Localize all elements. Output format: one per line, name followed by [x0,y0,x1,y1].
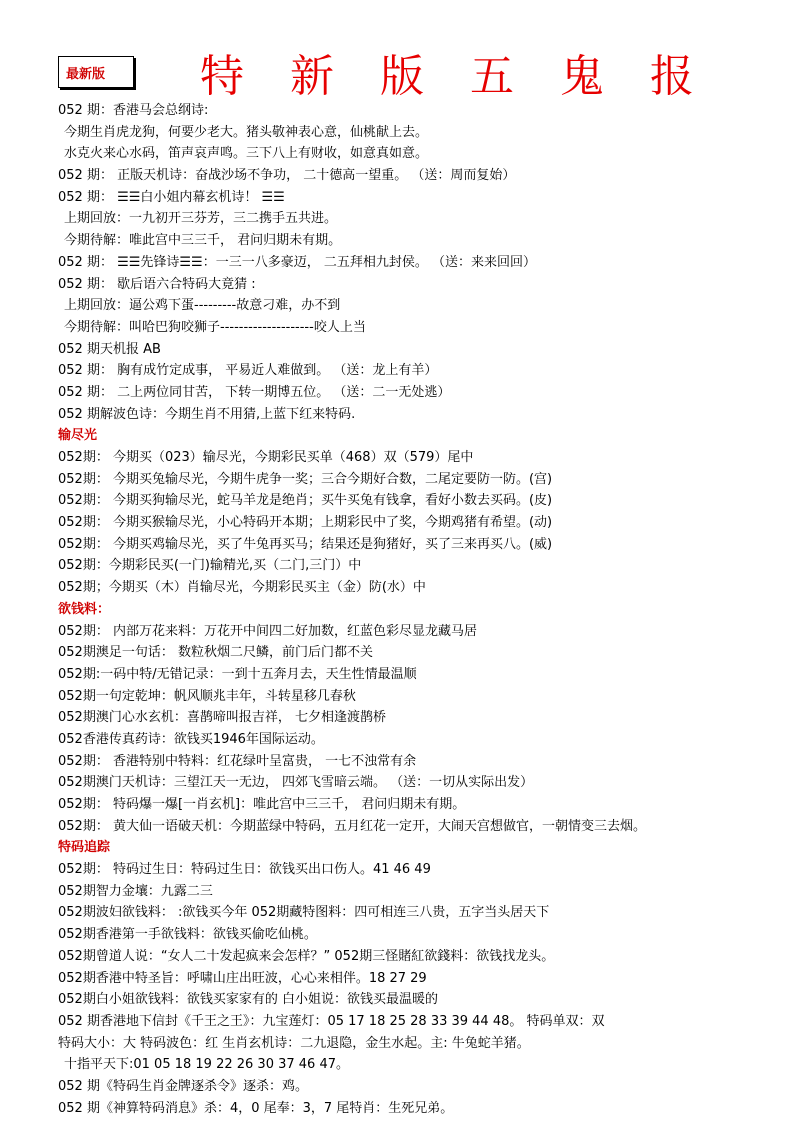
text-line: 052 期香港地下信封《千王之王》：九宝莲灯：05 17 18 25 28 33 39 44 48。 特码单双：双 [58,1013,605,1029]
text-line: 今期待解：唯此宫中三三千， 君问归期未有期。 [64,233,342,249]
text-line: 上期回放：一九初开三芬芳，三二携手五共进。 [64,211,338,227]
text-line: 052期香港中特圣旨：呼啸山庄出旺波，心心来相伴。18 27 29 [58,970,427,986]
text-line: 052期： 内部万花来料：万花开中间四二好加数，红蓝色彩尽显龙藏马居 [58,623,477,639]
text-line: 052期： 特码过生日：特码过生日：欲钱买出口伤人。41 46 49 [58,862,431,878]
text-line: 052期澳门天机诗：三望江天一无边， 四郊飞雪暗云端。 （送：一切从实际出发） [58,775,534,791]
text-line: 052期： 今期买兔输尽光，今期牛虎争一奖；三合今期好合数，二尾定要防一防。(宫) [58,471,553,487]
page-title: 特 新 版 五 鬼 报 [200,51,710,102]
text-line: 052期： 特码爆一爆[一肖玄机]：唯此宫中三三千， 君问归期未有期。 [58,797,466,812]
text-line: 052香港传真药诗：欲钱买1946年国际运动。 [58,731,324,747]
text-line: 052期一句定乾坤：帆风顺兆丰年，斗转星移几春秋 [58,688,356,704]
text-line: 052期曾道人说：“女人二十发起疯来会怎样？” 052期三怪賭紅欲錢料：欲钱找龙头。 [58,948,555,964]
text-line: 052 期解波色诗：今期生肖不用猜,上蓝下红来特码. [58,406,356,422]
text-line: 052 期《特码生肖金牌逐杀令》逐杀：鸡。 [58,1078,308,1094]
section-heading: 特码追踪 [58,840,111,856]
text-line: 今期待解：叫哈巴狗咬狮子--------------------咬人上当 [64,319,366,335]
text-line: 052 期： 胸有成竹定成事， 平易近人难做到。 （送：龙上有羊） [58,363,438,379]
edition-badge [58,56,134,88]
text-line: 水克火来心水码，笛声哀声鸣。三下八上有财收，如意真如意。 [64,146,429,162]
text-line: 052期： 黄大仙一语破天机：今期蓝绿中特码，五月红花一定开，大闹天宫想做官，一朝情变三去烟。 [58,818,646,834]
text-line: 052 期天机报 AB [58,341,161,357]
text-line: 052 期： 二上两位同甘苦， 下转一期博五位。 （送：二一无处逃） [58,384,451,400]
text-line: 052期： 今期买（023）输尽光，今期彩民买单（468）双（579）尾中 [58,450,474,465]
text-line: 052期： 香港特别中特料：红花绿叶呈富贵， 一七不浊常有余 [58,753,417,769]
text-line: 052 期： 正版天机诗：奋战沙场不争功， 二十德高一望重。 （送：周而复始） [58,168,516,184]
text-line: 上期回放：逼公鸡下蛋---------故意刁难，办不到 [64,298,341,314]
text-line: 052 期： ☰☰先锋诗☰☰：一三一八多豪迈， 二五拜相九封侯。 （送：来来回回） [58,254,536,270]
text-line: 052 期《神算特码消息》杀：4，0 尾奉：3，7 尾特肖：生死兄弟。 [58,1100,454,1116]
section-heading: 输尽光 [58,428,98,444]
text-line: 052期： 今期买猴输尽光，小心特码开本期；上期彩民中了奖，今期鸡猪有希望。(动) [58,515,553,531]
text-line: 052期： 今期买鸡输尽光，买了牛兔再买马；结果还是狗猪好，买了三来再买八。(威) [58,536,553,552]
text-line: 052期香港第一手欲钱料：欲钱买偷吃仙桃。 [58,927,317,943]
text-line: 052期：今期彩民买(一门)输精光,买（二门,三门）中 [58,558,362,574]
section-heading: 欲钱料： [58,601,111,617]
text-line: 十指平天下:01 05 18 19 22 26 30 37 46 47。 [64,1057,349,1073]
text-line: 052 期： 歇后语六合特码大竟猜 : [58,276,256,292]
text-line: 052期澳足一句话： 数粒秋烟二尺鳞，前门后门都不关 [58,645,373,661]
text-line: 052期澳门心水玄机：喜鹊啼叫报吉祥， 七夕相逢渡鹊桥 [58,710,386,726]
text-line: 052期白小姐欲钱料：欲钱买家家有的 白小姐说：欲钱买最温暖的 [58,992,438,1008]
text-line: 052期；今期买（木）肖输尽光，今期彩民买主（金）防(水）中 [58,580,426,596]
text-line: 052期智力金壤：九露二三 [58,883,213,899]
text-line: 052 期： ☰☰白小姐内幕玄机诗！ ☰☰ [58,189,285,205]
text-line: 今期生肖虎龙狗，何要少老大。猪头敬神表心意，仙桃献上去。 [64,124,429,140]
text-line: 052期： 今期买狗输尽光，蛇马羊龙是绝肖；买牛买兔有钱拿，看好小数去买码。(皮) [58,493,553,509]
edition-badge-label: 最新版 [66,67,106,82]
text-line: 052期:一码中特/无错记录：一到十五奔月去，天生性情最温顺 [58,666,417,682]
text-line: 052 期：香港马会总纲诗: [58,103,209,118]
text-line: 052期波妇欲钱料： :欲钱买今年 052期藏特图料：四可相连三八贵，五字当头居天下 [58,905,550,921]
text-line: 特码大小：大 特码波色：红 生肖玄机诗：二九退隐，金生水起。主: 牛兔蛇羊猪。 [58,1035,530,1051]
document-body [58,100,793,1119]
